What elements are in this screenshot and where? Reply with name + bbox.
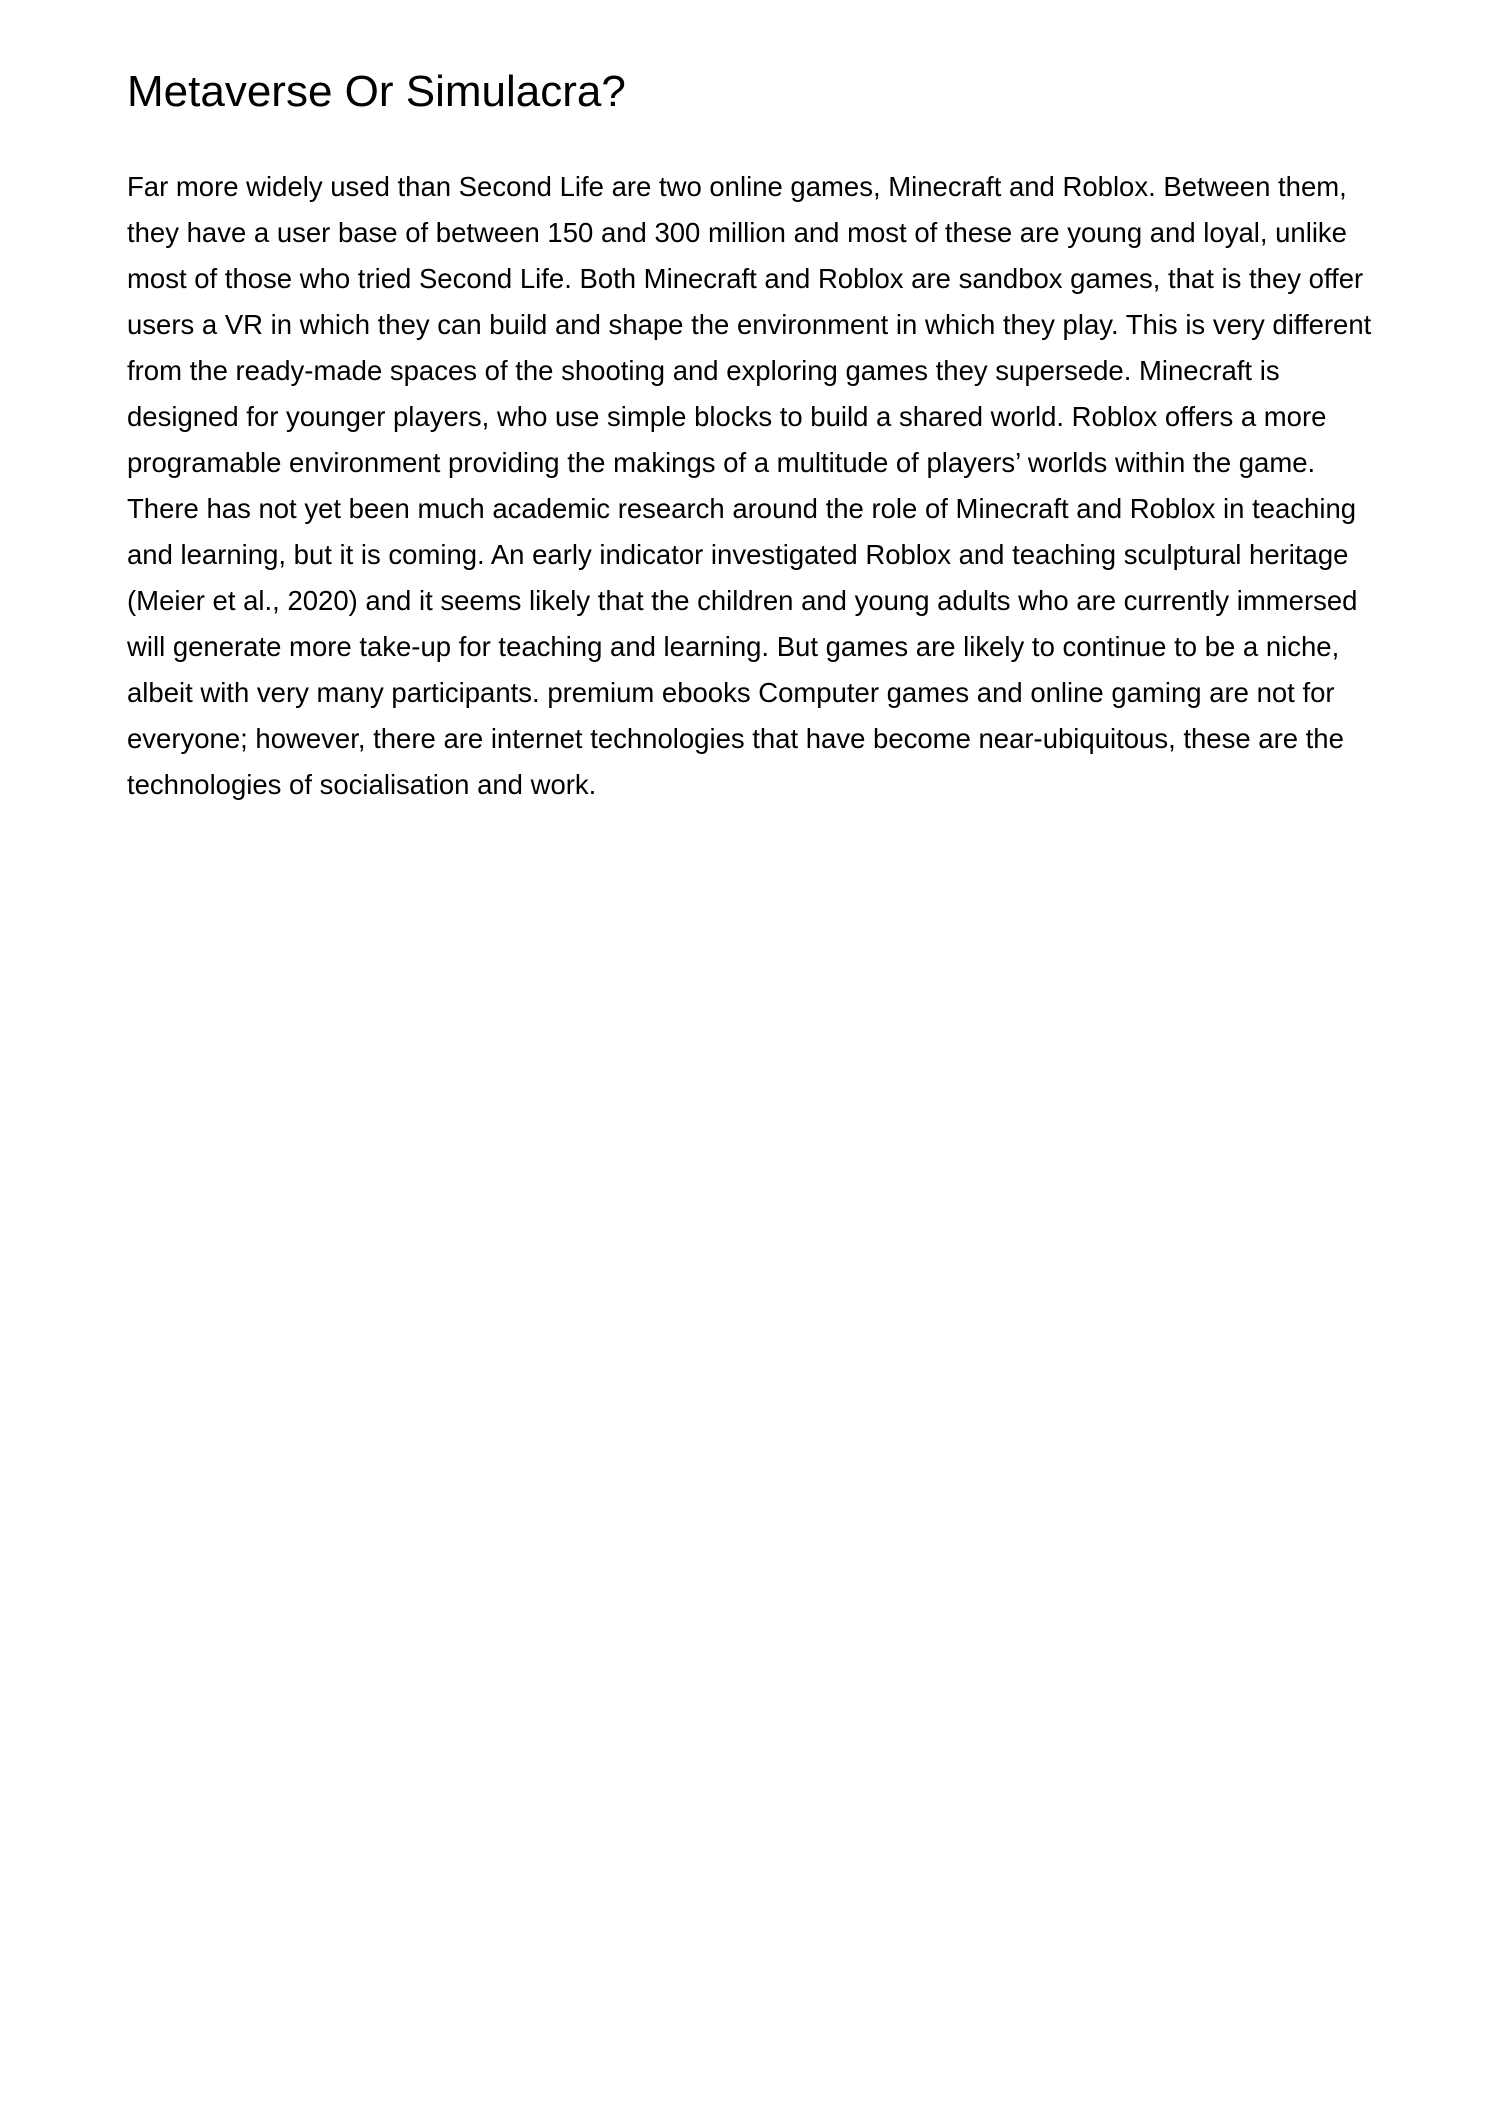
body-paragraph: Far more widely used than Second Life are two online games, Minecraft and Roblox. Between them, they have a user base of between 150 and 300 million and most of these are young and loyal, unlike most of those who tried Second Life. Both Minecraft and Roblox are sandbox games, that is they offer users a VR in which they can build and shape the environment in which they play. This is very different from the ready-made spaces of the shooting and exploring games they supersede. Minecraft is designed for younger players, who use simple blocks to build a shared world. Roblox offers a more programable environment providing the makings of a multitude of players’ worlds within the game. There has not yet been much academic research around the role of Minecraft and Roblox in teaching and learning, but it is coming. An early indicator investigated Roblox and teaching sculptural heritage (Meier et al., 2020) and it seems likely that the children and young adults who are currently immersed will generate more take-up for teaching and learning. But games are likely to continue to be a niche, albeit with very many participants. premium ebooks Computer games and online gaming are not for everyone; however, there are internet technologies that have become near-ubiquitous, these are the technologies of socialisation and work. [127,171,1372,800]
document-content [127,62,1389,808]
page-title: Metaverse Or Simulacra? [127,67,626,116]
